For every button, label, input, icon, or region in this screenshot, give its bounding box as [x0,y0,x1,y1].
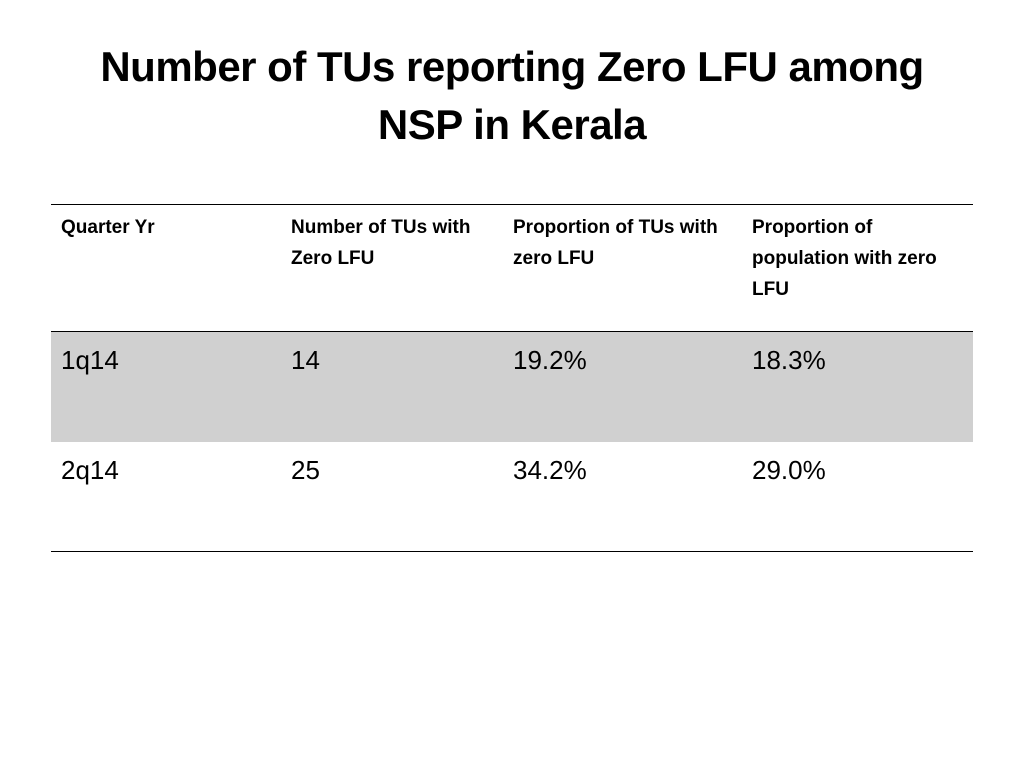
cell-proportion-of-tus: 34.2% [503,442,742,552]
header-number-of-tus: Number of TUs with Zero LFU [281,205,503,332]
table-row [51,442,973,552]
header-proportion-of-tus: Proportion of TUs with zero LFU [503,205,742,332]
table-header [51,205,973,332]
table-row [51,332,973,442]
cell-number-of-tus: 25 [281,442,503,552]
header-quarter-yr: Quarter Yr [51,205,281,332]
table-header-row [51,205,973,332]
cell-quarter: 2q14 [51,442,281,552]
cell-proportion-of-population: 18.3% [752,345,826,375]
header-proportion-of-population: Proportion of population with zero LFU [742,205,973,332]
table-body [51,332,973,552]
slide-title-line-2: NSP in Kerala [377,101,647,148]
data-table [51,204,973,552]
slide-title-line-1: Number of TUs reporting Zero LFU among [100,43,924,90]
cell-proportion-of-population: 29.0% [742,442,973,552]
cell-quarter: 1q14 [61,345,119,375]
slide-title [40,38,984,154]
cell-number-of-tus: 14 [291,345,320,375]
cell-proportion-of-tus: 19.2% [513,345,587,375]
